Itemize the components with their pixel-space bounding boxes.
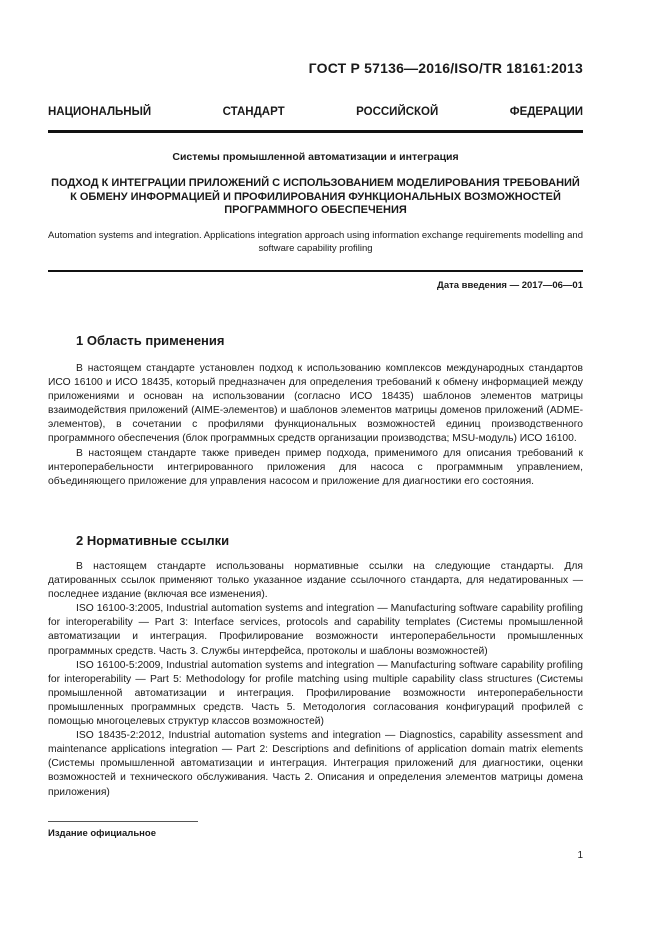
- page-number: 1: [577, 850, 583, 861]
- standard-number: ГОСТ Р 57136—2016/ISO/TR 18161:2013: [308, 60, 583, 76]
- official-edition-label: Издание официальное: [48, 828, 156, 839]
- reference-item: ISO 16100-3:2005, Industrial automation systems and integration — Manufacturing software capability profiling for interoperability — Part 3: Interface services, protocols and capability templates (Системы промышленной автоматизации и интеграция. Профилирование возможности интероперабельности промышленных программных средств. Часть 3. Службы интерфейса, протоколы и шаблоны возможностей): [48, 603, 583, 657]
- introduction-date: Дата введения — 2017—06—01: [437, 280, 583, 291]
- paragraph: В настоящем стандарте также приведен пример подхода, применимого для описания требований к интероперабельности интегрированного приложения для насоса с программным управлением, объединяющего приложение для управления насосом и приложение для диагностики его состояния.: [48, 447, 583, 487]
- section-1-heading: 1 Область применения: [76, 333, 225, 348]
- document-subject: Системы промышленной автоматизации и интеграция: [172, 151, 459, 163]
- document-title-ru: ПОДХОД К ИНТЕГРАЦИИ ПРИЛОЖЕНИЙ С ИСПОЛЬЗОВАНИЕМ МОДЕЛИРОВАНИЯ ТРЕБОВАНИЙ К ОБМЕНУ ИНФОРМАЦИЕЙ И ПРОФИЛИРОВАНИЯ ФУНКЦИОНАЛЬНЫХ ВОЗМОЖНОСТЕЙ ПРОГРАММНОГО ОБЕСПЕЧЕНИЯ: [51, 177, 580, 216]
- document-title-en: Automation systems and integration. Applications integration approach using information exchange requirements modelling and software capability profiling: [48, 230, 583, 254]
- section-2-body: [48, 560, 583, 800]
- reference-item: ISO 16100-5:2009, Industrial automation systems and integration — Manufacturing software capability profiling for interoperability — Part 5: Methodology for profile matching using multiple capability class structures (Системы промышленной автоматизации и интеграция. Профилирование возможности интероперабельности промышленных программных средств. Часть 5. Методология согласования конфигураций профилей с помощью многоцелевых структур классов возможностей): [48, 659, 583, 728]
- title-divider: [48, 270, 583, 272]
- header-divider: [48, 130, 583, 133]
- section-2-heading: 2 Нормативные ссылки: [76, 533, 230, 548]
- paragraph: В настоящем стандарте установлен подход к использованию комплексов международных стандартов ИСО 16100 и ИСО 18435, который предназначен для определения требований к обмену информацией между приложениями и основан на использовании (согласно ИСО 18435) шаблонов элементов матрицы взаимодействия приложений (AIME-элементов) и шаблонов элементов матрицы доменов приложений (ADME-элементов), в сочетании с профилями функциональных возможностей единиц производственного программного обеспечения (блок программных средств организации производства; MSU-модуль) ИСО 16100.: [48, 363, 583, 445]
- footer-divider: [48, 821, 198, 822]
- national-standard-banner: НАЦИОНАЛЬНЫЙ СТАНДАРТ РОССИЙСКОЙ ФЕДЕРАЦИИ: [48, 106, 583, 118]
- paragraph: В настоящем стандарте использованы нормативные ссылки на следующие стандарты. Для датированных ссылок применяют только указанное издание ссылочного стандарта, для недатированных — последнее издание (включая все изменения).: [48, 561, 583, 601]
- section-1-body: [48, 362, 583, 489]
- reference-item: ISO 18435-2:2012, Industrial automation systems and integration — Diagnostics, capability assessment and maintenance applications integration — Part 2: Descriptions and definitions of application domain matrix elements (Системы промышленной автоматизации и интеграция. Интеграция приложений для диагностики, оценки возможностей и технического обслуживания. Часть 2. Описания и определения элементов матрицы домена приложения): [48, 730, 583, 798]
